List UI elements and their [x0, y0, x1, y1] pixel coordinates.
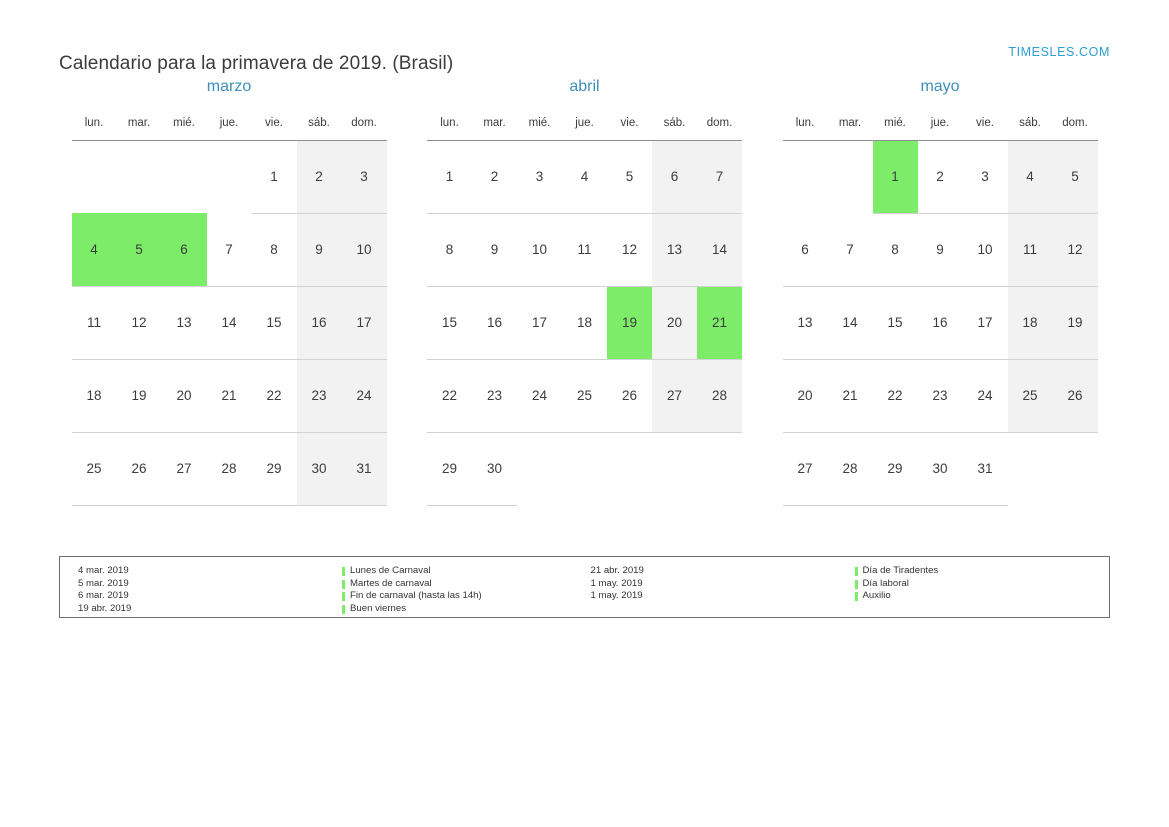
- day-cell-empty: [1008, 432, 1053, 505]
- day-cell[interactable]: 26: [117, 432, 162, 505]
- day-cell-empty: [783, 140, 828, 213]
- weekday-header: jue.: [918, 116, 963, 140]
- legend-entry: [855, 590, 1098, 603]
- holiday-color-swatch-icon: [855, 580, 858, 589]
- month-block: [770, 78, 1110, 506]
- legend-date: 19 abr. 2019: [78, 602, 132, 614]
- weekday-header: lun.: [72, 116, 117, 140]
- day-cell[interactable]: 23: [297, 359, 342, 432]
- day-cell[interactable]: 18: [72, 359, 117, 432]
- day-cell[interactable]: 25: [1008, 359, 1053, 432]
- day-cell-holiday[interactable]: 21: [697, 286, 742, 359]
- week-row: [783, 359, 1098, 432]
- day-cell[interactable]: 11: [562, 213, 607, 286]
- brand-link[interactable]: TIMESLES.COM: [1008, 45, 1110, 59]
- weekday-header: dom.: [342, 116, 387, 140]
- day-cell[interactable]: 9: [472, 213, 517, 286]
- weekday-header: sáb.: [297, 116, 342, 140]
- legend-date: 6 mar. 2019: [78, 590, 129, 602]
- day-cell-empty: [607, 432, 652, 505]
- day-cell[interactable]: 19: [1053, 286, 1098, 359]
- day-cell[interactable]: 21: [828, 359, 873, 432]
- day-cell[interactable]: 30: [297, 432, 342, 505]
- day-cell-holiday[interactable]: 5: [117, 213, 162, 286]
- day-cell-empty: [652, 432, 697, 505]
- day-cell[interactable]: 26: [1053, 359, 1098, 432]
- day-cell[interactable]: 2: [918, 140, 963, 213]
- day-cell[interactable]: 20: [162, 359, 207, 432]
- legend-label: Lunes de Carnaval: [350, 565, 431, 576]
- day-cell[interactable]: 20: [783, 359, 828, 432]
- week-row: [427, 359, 742, 432]
- day-cell[interactable]: 16: [918, 286, 963, 359]
- day-cell[interactable]: 18: [1008, 286, 1053, 359]
- weekday-header: lun.: [783, 116, 828, 140]
- day-cell[interactable]: 10: [517, 213, 562, 286]
- day-cell[interactable]: 4: [1008, 140, 1053, 213]
- legend-columns: [72, 565, 1097, 615]
- day-cell[interactable]: 24: [342, 359, 387, 432]
- legend-entry: [342, 603, 585, 616]
- month-table: [427, 116, 742, 506]
- day-cell[interactable]: 14: [697, 213, 742, 286]
- legend-entry: [342, 590, 585, 603]
- month-table: [72, 116, 387, 506]
- holiday-color-swatch-icon: [342, 592, 345, 601]
- day-cell[interactable]: 10: [963, 213, 1008, 286]
- month-block: [415, 78, 755, 506]
- legend-dates: [72, 565, 342, 615]
- day-cell[interactable]: 11: [72, 286, 117, 359]
- day-cell[interactable]: 22: [873, 359, 918, 432]
- day-cell[interactable]: 15: [873, 286, 918, 359]
- day-cell[interactable]: 31: [963, 432, 1008, 505]
- day-cell[interactable]: 11: [1008, 213, 1053, 286]
- day-cell[interactable]: 27: [652, 359, 697, 432]
- legend-column: [585, 565, 1098, 615]
- day-cell[interactable]: 16: [297, 286, 342, 359]
- day-cell-empty: [697, 432, 742, 505]
- day-cell[interactable]: 5: [607, 140, 652, 213]
- weekday-header: mié.: [162, 116, 207, 140]
- day-cell[interactable]: 17: [342, 286, 387, 359]
- day-cell[interactable]: 29: [873, 432, 918, 505]
- day-cell[interactable]: 7: [207, 213, 252, 286]
- day-cell[interactable]: 21: [207, 359, 252, 432]
- day-cell[interactable]: 8: [427, 213, 472, 286]
- holiday-color-swatch-icon: [342, 605, 345, 614]
- day-cell[interactable]: 18: [562, 286, 607, 359]
- day-cell[interactable]: 30: [472, 432, 517, 505]
- legend-label: Día laboral: [862, 577, 909, 589]
- day-cell[interactable]: 27: [162, 432, 207, 505]
- page-title: Calendario para la primavera de 2019. (Brasil): [59, 52, 454, 74]
- day-cell[interactable]: 14: [828, 286, 873, 359]
- day-cell[interactable]: 31: [342, 432, 387, 505]
- day-cell-empty: [162, 140, 207, 213]
- weekday-header: lun.: [427, 116, 472, 140]
- legend-label: Auxilio: [862, 590, 891, 602]
- legend-dates: [585, 565, 855, 615]
- legend-label: Fin de carnaval (hasta las 14h): [350, 590, 482, 602]
- weekday-header: mié.: [517, 116, 562, 140]
- weekday-header: dom.: [697, 116, 742, 140]
- day-cell[interactable]: 4: [562, 140, 607, 213]
- day-cell[interactable]: 23: [918, 359, 963, 432]
- day-cell[interactable]: 6: [652, 140, 697, 213]
- month-name: abril: [569, 78, 600, 95]
- day-cell[interactable]: 17: [963, 286, 1008, 359]
- day-cell[interactable]: 3: [342, 140, 387, 213]
- weekday-header: sáb.: [652, 116, 697, 140]
- day-cell[interactable]: 1: [427, 140, 472, 213]
- day-cell-empty: [207, 140, 252, 213]
- day-cell[interactable]: 8: [873, 213, 918, 286]
- day-cell-empty: [828, 140, 873, 213]
- legend-label: Martes de carnaval: [350, 577, 432, 589]
- legend-date: 1 may. 2019: [590, 590, 643, 602]
- day-cell[interactable]: 13: [162, 286, 207, 359]
- day-cell[interactable]: 17: [517, 286, 562, 359]
- weekday-header: mié.: [873, 116, 918, 140]
- weekday-header: dom.: [1053, 116, 1098, 140]
- weekday-header: jue.: [562, 116, 607, 140]
- day-cell[interactable]: 7: [828, 213, 873, 286]
- weekday-header: mar.: [472, 116, 517, 140]
- day-cell-holiday[interactable]: 19: [607, 286, 652, 359]
- day-cell[interactable]: 12: [117, 286, 162, 359]
- week-row: [783, 286, 1098, 359]
- week-row: [427, 286, 742, 359]
- day-cell[interactable]: 2: [297, 140, 342, 213]
- month-name: mayo: [920, 78, 960, 95]
- day-cell[interactable]: 2: [472, 140, 517, 213]
- day-cell[interactable]: 3: [963, 140, 1008, 213]
- day-cell[interactable]: 14: [207, 286, 252, 359]
- legend-entry: [855, 578, 1098, 591]
- week-row: [72, 140, 387, 213]
- legend-box: [59, 556, 1110, 618]
- day-cell[interactable]: 13: [783, 286, 828, 359]
- legend-date: 21 abr. 2019: [590, 565, 644, 576]
- day-cell-empty: [72, 140, 117, 213]
- week-row: [427, 213, 742, 286]
- legend-column: [72, 565, 585, 615]
- day-cell[interactable]: 28: [828, 432, 873, 505]
- week-row: [72, 286, 387, 359]
- weekday-header: vie.: [963, 116, 1008, 140]
- day-cell[interactable]: 25: [72, 432, 117, 505]
- week-row: [72, 432, 387, 505]
- month-table: [783, 116, 1098, 506]
- day-cell[interactable]: 27: [783, 432, 828, 505]
- day-cell[interactable]: 5: [1053, 140, 1098, 213]
- weekday-header: mar.: [117, 116, 162, 140]
- day-cell[interactable]: 22: [427, 359, 472, 432]
- day-cell[interactable]: 6: [783, 213, 828, 286]
- day-cell[interactable]: 9: [918, 213, 963, 286]
- week-row: [72, 213, 387, 286]
- day-cell-holiday[interactable]: 4: [72, 213, 117, 286]
- legend-date: 4 mar. 2019: [78, 565, 129, 576]
- day-cell-holiday[interactable]: 6: [162, 213, 207, 286]
- day-cell[interactable]: 25: [562, 359, 607, 432]
- legend-label: Día de Tiradentes: [862, 565, 939, 576]
- legend-label: Buen viernes: [350, 602, 406, 614]
- calendar-months: [59, 78, 1110, 506]
- legend-entry: [855, 565, 1098, 578]
- legend-entry: [342, 578, 585, 591]
- day-cell[interactable]: 20: [652, 286, 697, 359]
- legend-labels: [855, 565, 1098, 615]
- day-cell-empty: [562, 432, 607, 505]
- week-row: [427, 140, 742, 213]
- day-cell[interactable]: 13: [652, 213, 697, 286]
- week-row: [72, 359, 387, 432]
- day-cell[interactable]: 15: [427, 286, 472, 359]
- legend-date: 5 mar. 2019: [78, 577, 129, 589]
- week-row: [427, 432, 742, 505]
- day-cell-empty: [517, 432, 562, 505]
- weekday-header: jue.: [207, 116, 252, 140]
- day-cell[interactable]: 8: [252, 213, 297, 286]
- holiday-color-swatch-icon: [342, 580, 345, 589]
- weekday-header: vie.: [607, 116, 652, 140]
- legend-entry: [342, 565, 585, 578]
- day-cell[interactable]: 16: [472, 286, 517, 359]
- day-cell-holiday[interactable]: 1: [873, 140, 918, 213]
- month-block: [59, 78, 399, 506]
- day-cell[interactable]: 24: [963, 359, 1008, 432]
- page-header: [0, 20, 1169, 74]
- day-cell[interactable]: 9: [297, 213, 342, 286]
- day-cell[interactable]: 30: [918, 432, 963, 505]
- weekday-header: sáb.: [1008, 116, 1053, 140]
- day-cell[interactable]: 28: [697, 359, 742, 432]
- weekday-header-row: [72, 116, 387, 140]
- legend-labels: [342, 565, 585, 615]
- day-cell-empty: [1053, 432, 1098, 505]
- weekday-header: mar.: [828, 116, 873, 140]
- holiday-color-swatch-icon: [342, 567, 345, 576]
- day-cell[interactable]: 26: [607, 359, 652, 432]
- month-name: marzo: [206, 78, 252, 95]
- day-cell[interactable]: 7: [697, 140, 742, 213]
- day-cell[interactable]: 1: [252, 140, 297, 213]
- day-cell[interactable]: 24: [517, 359, 562, 432]
- day-cell[interactable]: 15: [252, 286, 297, 359]
- weekday-header: vie.: [252, 116, 297, 140]
- day-cell[interactable]: 19: [117, 359, 162, 432]
- day-cell[interactable]: 23: [472, 359, 517, 432]
- week-row: [783, 140, 1098, 213]
- day-cell[interactable]: 3: [517, 140, 562, 213]
- day-cell[interactable]: 10: [342, 213, 387, 286]
- day-cell[interactable]: 12: [607, 213, 652, 286]
- day-cell[interactable]: 29: [252, 432, 297, 505]
- day-cell[interactable]: 28: [207, 432, 252, 505]
- weekday-header-row: [783, 116, 1098, 140]
- day-cell[interactable]: 12: [1053, 213, 1098, 286]
- week-row: [783, 432, 1098, 505]
- day-cell[interactable]: 22: [252, 359, 297, 432]
- holiday-color-swatch-icon: [855, 592, 858, 601]
- day-cell-empty: [117, 140, 162, 213]
- holiday-color-swatch-icon: [855, 567, 858, 576]
- day-cell[interactable]: 29: [427, 432, 472, 505]
- weekday-header-row: [427, 116, 742, 140]
- week-row: [783, 213, 1098, 286]
- legend-date: 1 may. 2019: [590, 577, 643, 589]
